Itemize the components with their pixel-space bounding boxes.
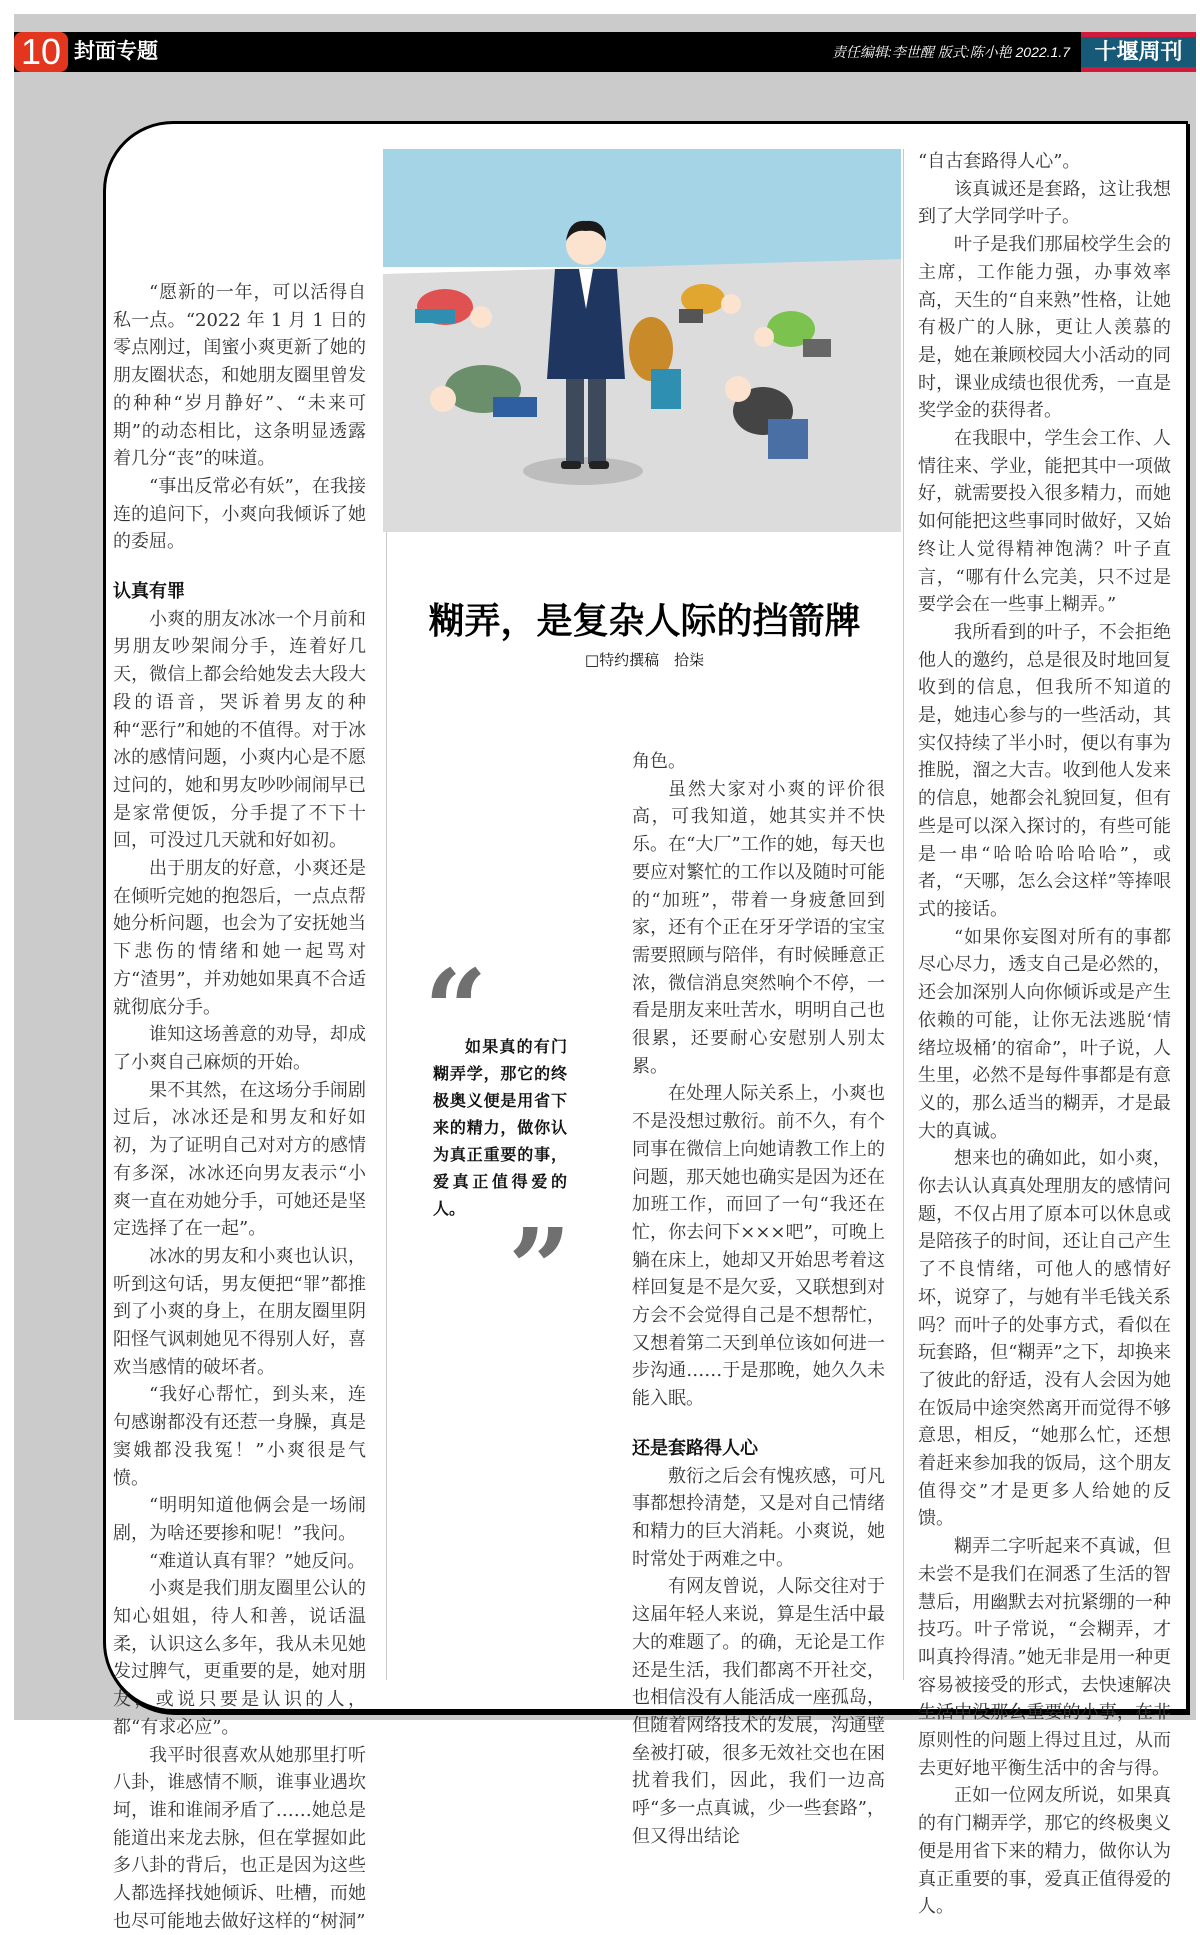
paragraph: 在处理人际关系上，小爽也不是没想过敷衍。前不久，有个同事在微信上向她请教工作上的问题，那天她也确实是因为还在加班工作，而回了一句“我还在忙，你去问下×××吧”，可晚上躺在床上，她却又开始思考着这样回复是不是欠妥，又联想到对方会不会觉得自己是不想帮忙，又想着第二天到单位该如何进一步沟通……于是那晚，她久久未能入眠。 [632,1083,885,1410]
close-quote-mark: ” [508,1204,572,1333]
paragraph: 叶子是我们那届校学生会的主席，工作能力强，办事效率高，天生的“自来熟”性格，让她有极广的人脉，更让人羡慕的是，她在兼顾校园大小活动的同时，课业成绩也很优秀，一直是奖学金的获得者。 [918,234,1171,422]
paragraph: “自古套路得人心”。 [918,151,1081,172]
paragraph: “事出反常必有妖”，在我接连的追问下，小爽向我倾诉了她的委屈。 [113,475,366,553]
paragraph: 正如一位网友所说，如果真的有门糊弄学，那它的终极奥义便是用省下来的精力，做你认为真正重要的事，爱真正值得爱的人。 [918,1785,1171,1918]
paragraph: 谁知这场善意的劝导，却成了小爽自己麻烦的开始。 [113,1024,366,1073]
section-heading: 认真有罪 [113,581,185,603]
paragraph: “明明知道他俩会是一场闹剧，为啥还要掺和呢！”我问。 [113,1495,366,1544]
article-byline: □特约撰稿 拾柒 [584,651,705,669]
paragraph: 想来也的确如此，如小爽，你去认认真真处理朋友的感情问题，不仅占用了原本可以休息或是陪孩子的时间，还让自己产生了不良情绪，可他人的感情好坏，说穿了，与她有半毛钱关系吗？而叶子的处事方式，看似在玩套路，但“糊弄”之下，却换来了彼此的舒适，没有人会因为她在饭局中途突然离开而觉得不够意思，相反，“她那么忙，还想着赶来参加我的饭局，这个朋友值得交”才是更多人给她的反馈。 [918,1148,1171,1530]
section-heading: 还是套路得人心 [632,1437,758,1459]
publication-logo: 十堰周刊 [1081,32,1196,72]
column-middle [632,748,885,1850]
open-quote-mark: “ [424,945,488,1074]
paragraph: 我所看到的叶子，不会拒绝他人的邀约，总是很及时地回复收到的信息，但我所不知道的是，她违心参与的一些活动，其实仅持续了半小时，便以有事为推脱，溜之大吉。收到他人发来的信息，她都会礼貌回复，但有些是可以深入探讨的，有些可能是一串“哈哈哈哈哈哈”，或者，“天哪，怎么会这样”等捧哏式的接话。 [918,621,1171,920]
paragraph: 我平时很喜欢从她那里打听八卦，谁感情不顺，谁事业遇坎坷，谁和谁闹矛盾了……她总是能道出来龙去脉，但在掌握如此多八卦的背后，也正是因为这些人都选择找她倾诉、吐槽，而她也尽可能地去做好这样的“树洞” [113,1744,366,1932]
section-title: 封面专题 [74,40,158,63]
paragraph: “难道认真有罪？”她反问。 [149,1550,366,1572]
column-divider [386,532,387,1680]
column-divider [903,149,904,1680]
paragraph: “如果你妄图对所有的事都尽心尽力，透支自己是必然的，还会加深别人向你倾诉或是产生依赖的可能，让你无法逃脱‘情绪垃圾桶’的宿命”，叶子说，人生里，必然不是每件事都是有意义的，那么适当的糊弄，才是最大的真诚。 [918,926,1171,1142]
paragraph: 有网友曾说，人际交往对于这届年轻人来说，算是生活中最大的难题了。的确，无论是工作还是生活，我们都离不开社交，也相信没有人能活成一座孤岛，但随着网络技术的发展，沟通壁垒被打破，很多无效社交也在困扰着我们，因此，我们一边高呼“多一点真诚，少一些套路”，但又得出结论 [632,1576,885,1847]
paragraph: 冰冰的男友和小爽也认识，听到这句话，男友便把“罪”都推到了小爽的身上，在朋友圈里阴阳怪气讽刺她见不得别人好，喜欢当感情的破坏者。 [113,1245,366,1378]
paragraph: “愿新的一年，可以活得自私一点。“2022 年 1 月 1 日的零点刚过，闺蜜小爽更新了她的朋友圈状态，和她朋友圈里曾发的种种“岁月静好”、“未来可期”的动态相比，这条明显透露着几分“丧”的味道。 [113,282,366,470]
page-number-badge: 10 [14,32,68,72]
editor-credits: 责任编辑:李世醒 版式:陈小艳 2022.1.7 [831,44,1070,60]
illustration-sky [383,149,901,267]
paragraph: “我好心帮忙，到头来，连句感谢都没有还惹一身臊，真是窦娥都没我冤！”小爽很是气愤。 [113,1384,366,1489]
pull-quote: 如果真的有门糊弄学，那它的终极奥义便是用省下来的精力，做你认为真正重要的事，爱真正值得爱的人。 [433,1037,567,1218]
paragraph: 出于朋友的好意，小爽还是在倾听完她的抱怨后，一点点帮她分析问题，也会为了安抚她当下悲伤的情绪和她一起骂对方“渣男”，并劝她如果真不合适就彻底分手。 [113,858,366,1018]
paragraph: 小爽的朋友冰冰一个月前和男朋友吵架闹分手，连着好几天，微信上都会给她发去大段大段的语音，哭诉着男友的种种“恶行”和她的不值得。对于冰冰的感情问题，小爽内心是不愿过问的，她和男友吵吵闹闹早已是家常便饭，分手提了不下十回，可没过几天就和好如初。 [113,608,366,852]
paragraph: 该真诚还是套路，这让我想到了大学同学叶子。 [918,178,1171,228]
article-title: 糊弄，是复杂人际的挡箭牌 [428,600,861,642]
paragraph: 虽然大家对小爽的评价很高，可我知道，她其实并不快乐。在“大厂”工作的她，每天也要应对繁忙的工作以及随时可能的“加班”，带着一身疲惫回到家，还有个正在牙牙学语的宝宝需要照顾与陪伴，有时候睡意正浓，微信消息突然响个不停，一看是朋友来吐苦水，明明自己也很累，还要耐心安慰别人别太累。 [632,778,885,1077]
column-right [918,148,1171,1921]
paragraph: 糊弄二字听起来不真诚，但未尝不是我们在洞悉了生活的智慧后，用幽默去对抗紧绷的一种技巧。叶子常说，“会糊弄，才叫真拎得清。”她无非是用一种更容易被接受的形式，去快速解决生活中没那么重要的小事，在非原则性的问题上得过且过，从而去更好地平衡生活中的舍与得。 [918,1536,1171,1779]
paragraph: 在我眼中，学生会工作、人情往来、学业，能把其中一项做好，就需要投入很多精力，而她如何能把这些事同时做好，又始终让人觉得精神饱满？叶子直言，“哪有什么完美，只不过是要学会在一些事上糊弄。” [918,428,1171,616]
article-illustration [383,149,901,532]
paragraph: 果不其然，在这场分手闹剧过后，冰冰还是和男友和好如初，为了证明自己对对方的感情有多深，冰冰还向男友表示“小爽一直在劝她分手，可她还是坚定选择了在一起”。 [113,1079,366,1240]
paragraph: 敷衍之后会有愧疚感，可凡事都想拎清楚，又是对自己情绪和精力的巨大消耗。小爽说，她时常处于两难之中。 [632,1465,885,1570]
column-left [113,279,366,1935]
paragraph: 角色。 [632,751,686,772]
paragraph: 小爽是我们朋友圈里公认的知心姐姐，待人和善，说话温柔，认识这么多年，我从未见她发过脾气，更重要的是，她对朋友，或说只要是认识的人，都“有求必应”。 [113,1578,366,1738]
